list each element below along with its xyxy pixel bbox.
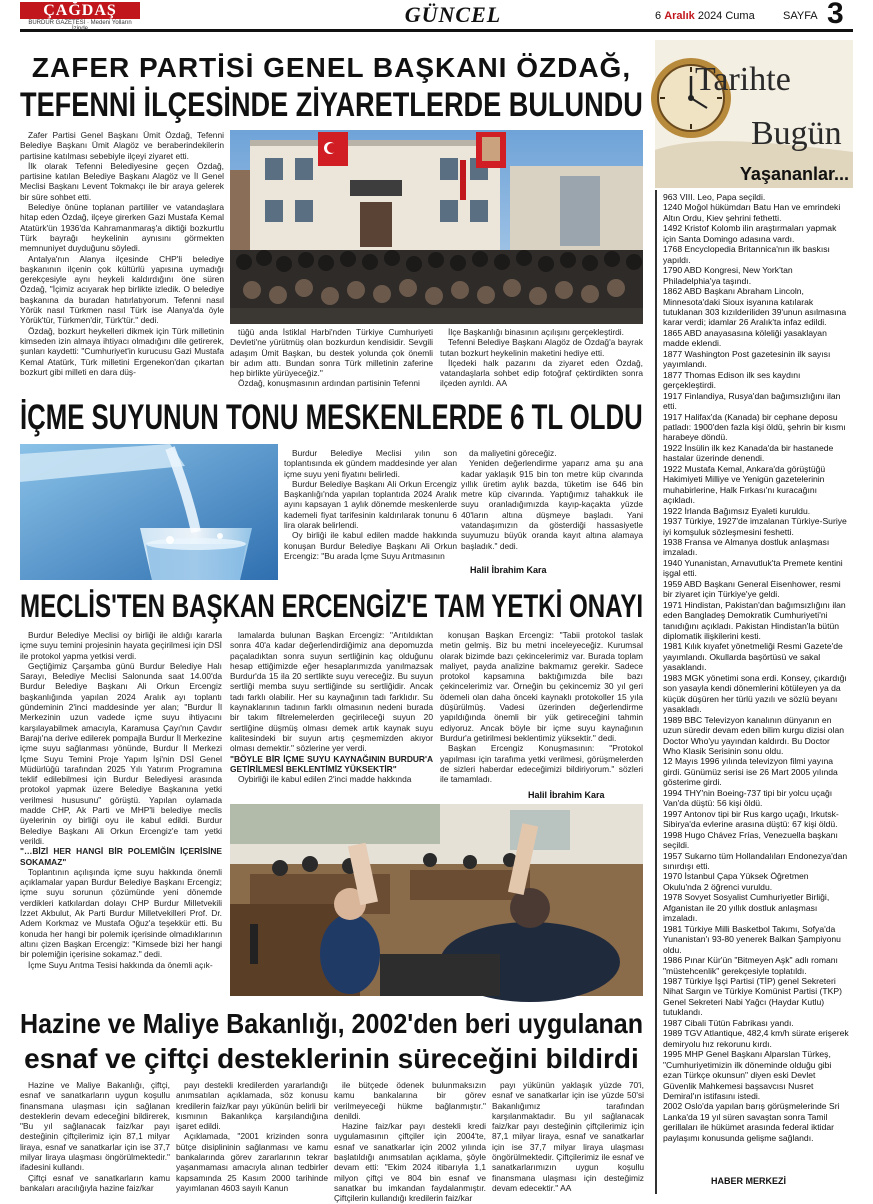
story3-col2-p1: lamalarda bulunan Başkan Ercengiz: "Arıtıldıktan sonra 40'a kadar değerlendirdiğimiz ana depomuzda paçaladıktan sonra suyun sertliğinin kaç olduğunu hesap ettiğimizde eğer hesaplarımızda yanılmazsak Burdur'da 15 ila 20 sertlikte suyu vereceğiz. Bu suyun sertliği memba suyu sertliğinde su sertliğidir. Ancak tadı farklı olabilir. Her su kaynağının tadı farklıdır. Su kaynaklarının tadının farklı olmasının nedeni burada bir takım filtrelemelerden geçirileceği suyun 20 sertliğine düşmüş olması demek artık kaynak suyu kalitesindeki bir suyun artış çeşmemizden akıyor olması demektir." sözlerine yer verdi.: [230, 630, 433, 754]
sidebar-subtitle: Yaşananlar...: [739, 164, 849, 184]
story4-col2-text: [176, 1080, 328, 1193]
paragraph: Belediye önüne toplanan partililer ve vatandaşlara hitap eden Özdağ, ilçeye girerken Gazi Mustafa Kemal Atatürk'ün 1936'da Kahramanmaraş'a diktiği bozkurtlu Türk bayrağı heykelinin aynısını görmekten memnuniyet duyduğunu söyledi.: [20, 202, 224, 254]
history-event: 12 Mayıs 1996 yılında televizyon filmi yayına girdi. Günümüz serisi ise 26 Mart 2005 yılında gösterime girdi.: [663, 756, 838, 788]
history-event: 1998 Hugo Chávez Frías, Venezuella başkanı seçildi.: [663, 829, 838, 851]
story4-headline-line2[interactable]: [20, 1042, 643, 1076]
sidebar-title-line1: Tarihte: [695, 61, 791, 98]
story3-col1-p1: Burdur Belediye Meclisi oy birliği ile aldığı kararla içme suyu temini projesinin hayata geçirilmesi için DSİ ile protokol yapma yetkisi verdi.: [20, 630, 222, 661]
story4-column-4: [492, 1080, 644, 1196]
story3-col1-p4: İçme Suyu Arıtma Tesisi hakkında da önemli açık-: [28, 959, 213, 970]
story1-col1-text: [20, 130, 224, 377]
sidebar-title-line2: Bugün: [751, 115, 842, 152]
history-event: 1922 Mustafa Kemal, Ankara'da görüştüğü Hakimiyeti Milliye ve Yenigün gazetelerinin muhabirlerine, Halk Fırkası'nı kuracağını açıkladı.: [663, 463, 826, 506]
sidebar-events: [663, 192, 849, 1143]
history-event: 1981 Türkiye Milli Basketbol Takımı, Sofya'da Yunanistan'ı 93-80 yenerek Balkan Şampiyonu oldu.: [663, 923, 841, 955]
section-title: GÜNCEL: [404, 2, 502, 27]
paragraph: Başkan Ercengiz Konuşmasının: "Protokol yapılması için tarafıma yetki verilmesi, görüşmelerden de sizleri haberdar edeceğimizi bildiriyorum." sözleri ile tamamladı.: [440, 743, 643, 785]
sidebar-events-list: [655, 190, 853, 1194]
story1-headline-text1: ZAFER PARTİSİ GENEL BAŞKANI ÖZDAĞ,: [31, 52, 632, 83]
story3-column-1: [20, 630, 222, 996]
story3-subhead-2: "BÖYLE BİR İÇME SUYU KAYNAĞININ BURDUR'A GETİRİLMESİ BEKLENTİMİZ YÜKSEKTİR": [230, 753, 433, 774]
story2-headline-text: İÇME SUYUNUN TONU MESKENLERDE 6 TL OLDU: [20, 398, 643, 437]
newspaper-logo[interactable]: [20, 2, 140, 32]
paragraph: da maliyetini göreceğiz.: [469, 448, 557, 458]
paragraph: Oy birliği ile kabul edilen madde hakkında konuşan Burdur Belediye Başkanı Ali Orkun Ercengiz: "Bu arada İçme Suyu Arıtmasının: [284, 530, 457, 561]
story2-photo-water[interactable]: [20, 444, 278, 580]
date-month: Aralık: [664, 10, 695, 22]
paragraph: payı destekli kredilerden yararlandığı anımsatılan açıklamada, söz konusu kredilerin faiz/kar payı yükünün belirli bir kısmının Bakanlıkça karşılandığına işaret edildi.: [176, 1080, 328, 1132]
story3-col1-text: [20, 630, 222, 970]
story2-col2-text: [461, 448, 643, 551]
crowd-photo-illustration: [230, 130, 643, 324]
history-event: 963 VIII. Leo, Papa seçildi.: [663, 192, 766, 202]
history-event: 1994 THY'nin Boeing-737 tipi bir yolcu uçağı Van'da düştü: 56 kişi öldü.: [663, 787, 833, 809]
paragraph: konuşan Başkan Ercengiz: "Tabii protokol taslak metin gelmiş. Biz bu metni inceleyeceğiz. Kurumsal olarak bizimde bazı çekincelerimiz var. Burada toplam maliyet, payda analizine bakmamız gerekir. Sadece protokol kapsamına baktığımızda bile bazı çekincelerimiz var. Örneğin bu çekincemiz 30 yıl geri ödemeli olan daha önceki kaynaklı protokoller 15 yıla düşürülmüş. Vadesi üzerinden değerlendirme yapıldığında önemli bir yük getireceğini tahmin ediyoruz. Ancak böyle bir içme suyu kaynağının Burdur'a getirilmesi beklentimiz yüksektir." dedi.: [440, 630, 643, 743]
paragraph: İlk olarak Tefenni Belediyesine geçen Özdağ, partisine katılan Belediye Başkanı Alagöz ve İl Genel Meclisi Başkanı Levent Tokmakçı ile bir araya gelerek bir süre sohbet etti.: [20, 160, 224, 202]
history-event: 1917 Finlandiya, Rusya'dan bağımsızlığını ilan etti.: [663, 390, 841, 412]
story4-column-3: [334, 1080, 486, 1204]
history-event: 1981 Kılık kıyafet yönetmeliği Resmi Gazete'de yayımlandı. Okullarda başörtüsü ve sakal yasaklandı.: [663, 641, 843, 673]
story3-column-3: [440, 630, 643, 786]
issue-date: [655, 10, 755, 22]
paragraph: Yeniden değerlendirme yaparız ama şu ana kadar yaklaşık 915 bin ton metre küp civarında yıllık üretim aylık bazda, tüketim ise 646 bin metre küp civarında. Yaptığımız tahakkuk ile suyu oranladığımızda kayıp-kaçakta yüzde 40'ların altına düşmeye başladı. Yani vatandaşımızın da gösterdiği hassasiyetle suyumuzu büyük oranda kayıt altına alamaya başladık." dedi.: [461, 458, 643, 551]
history-event: 1970 İstanbul Çapa Yüksek Öğretmen Okulu'nda 2 öğrenci vuruldu.: [663, 871, 809, 892]
history-event: 1978 Sovyet Sosyalist Cumhuriyetler Birliği, Afganistan ile 20 yıllık dostluk anlaşması imzaladı.: [663, 892, 830, 924]
paragraph: Hazine ve Maliye Bakanlığı, çiftçi, esnaf ve sanatkarların uygun koşullu finansmana ulaşması için sağlanan desteklerin devam edeceğini bildirerek, "Bu yıl sağlanacak faiz/kar payı desteğinin çiftçilerimiz için 87,1 milyar liraya, esnaf ve sanatkarlar için ise 37,7 milyar liraya ulaşması öngörülmektedir." ifadesini kullandı.: [20, 1080, 170, 1173]
story2-column-2: [461, 448, 643, 564]
page-label: SAYFA: [783, 10, 818, 22]
paragraph: ile bütçede ödenek bulunmaksızın kamu bankalarına bir görev verilmeyeceği hükme bağlanmıştır." denildi.: [334, 1080, 486, 1121]
paragraph: İlçe Başkanlığı binasının açılışını gerçekleştirdi.: [448, 327, 624, 337]
paragraph: İlçedeki halk pazarını da ziyaret eden Özdağ, vatandaşlarla sohbet edip fotoğraf çektirdikten sonra ilçeden ayrıldı. AA: [440, 357, 643, 389]
story4-headline-line1[interactable]: [20, 1007, 643, 1041]
story3-subhead-1: "…BİZİ HER HANGİ BİR POLEMİĞİN İÇERİSİNE SOKAMAZ": [20, 846, 222, 867]
story3-col2-p2: Oybirliği ile kabul edilen 2'inci madde hakkında: [238, 774, 412, 785]
water-glass-illustration: [20, 444, 278, 580]
story2-column-1: [284, 448, 457, 580]
story4-col3-text: [334, 1080, 486, 1204]
paragraph: Burdur Belediye Meclisi yılın son toplantısında ek gündem maddesinde yer alan içme suyu yeni fiyatını belirledi.: [284, 448, 457, 479]
story1-col2-text: [230, 327, 433, 389]
story1-headline-line1[interactable]: [20, 52, 643, 84]
story3-column-2: [230, 630, 433, 802]
logo-wordmark: ÇAĞDAŞ: [20, 2, 140, 19]
history-event: 1790 ABD Kongresi, New York'tan Philadelphia'ya taşındı.: [663, 265, 793, 286]
paragraph: tüğü anda İstiklal Harbi'nden Türkiye Cumhuriyeti Devleti'ne yürütmüş olan bozkurdun kendisidir. Sevgili adaşım Ümit Başkan, bu destek yolunda çok önemli bir adım attı. Bundan sonra Türk milletinin zaferine hep birlikte yürüyeceğiz.": [230, 327, 433, 379]
story3-col1-p3: Toplantının açılışında içme suyu hakkında önemli açıklamalar yapan Burdur Belediye Başkanı Ercengiz; içme suyu sorunun çözümünde yeni dönemde verdikleri katkılardan dolayı CHP Burdur Milletvekili İzzet Akbulut, Ak Parti Burdur Milletvekilleri Prof. Dr. Adem Korkmaz ve Mustafa Oğuz'a teşekkür etti. Bu konuda her hangi bir polemik içerisinde olmadıklarının altını çizen Başkan Ercengiz: "Kimsede bizi her hangi bir polemiğin içerisine sokamaz." dedi.: [20, 866, 222, 960]
history-event: 1768 Encyclopedia Britannica'nın ilk baskısı yapıldı.: [663, 244, 830, 265]
story3-byline: Halil İbrahim Kara: [528, 790, 605, 800]
story3-col1-p2: Geçtiğimiz Çarşamba günü Burdur Belediye Halı Sarayı, Belediye Meclisi Salonunda saat 14.00'da Burdur Belediye Başkanı Ali Orkun Ercengiz başkanlığında yapılan 2024 Aralık ayı toplantı gündeminin 2'inci maddesinde yer alan; "Burdur İl Merkezinin uzun vadede içme suyu ihtiyacını karşılayabilmek amacıyla, Karamusa Çayı'nın Çavdır Barajı'na derive edilerek pompajla Burdur İl Merkezine içme suyu sağlanması yönünde, Burdur İl Merkezi İçme Suyu Temini Proje Yapım İşi'nin DSİ Genel Müdürlüğü tarafından 2025 Yılı Yatırım Programına teklif edilebilmesi için Burdur Belediyesi arasında protokol yapmak üzere Belediye Başkanına yetki verilmesi hususunu" görüştü. Yapılan oylamada madde CHP, Ak Parti ve MHP'li belediye meclis üyelerinin oy birliği oyu ile kabul edildi. Burdur Belediye Başkanı Ali Orkun Ercengiz'e tam yetki verildi.: [20, 660, 222, 846]
history-event: 1240 Moğol hükümdarı Batu Han ve emrindeki Altın Ordu, Kiev şehrini fethetti.: [663, 202, 841, 223]
history-event: 1957 Sukarno tüm Hollandalıları Endonezya'dan sınırdışı etti.: [663, 850, 848, 871]
story3-col3-text: [440, 630, 643, 784]
story1-headline-text2: TEFENNİ İLÇESİNDE ZİYARETLERDE BULUNDU: [20, 86, 643, 124]
history-event: 1938 Fransa ve Almanya dostluk anlaşması imzaladı.: [663, 536, 830, 558]
paragraph: Özdağ, bozkurt heykelleri dikmek için Türk milletinin kimseden izin almaya ihtiyacı olmadığını dile getirerek, şunları kaydetti: "Cumhuriyet'in kurucusu Gazi Mustafa Kemal Atatürk, Türk milletini Ergenekon'dan çıkartan bozkurt gibi milleti en dara düş-: [20, 325, 224, 377]
history-event: 1989 BBC Televizyon kanalının dünyanın en uzun süredir devam eden bilim kurgu dizisi olan Doctor Who'yu yayından kaldırdı. Bu Doctor Who Klasik Serisinin sonu oldu.: [663, 714, 845, 757]
page-masthead: [20, 0, 853, 32]
story1-column-1: [20, 130, 224, 390]
logo-slogan: BURDUR GAZETESİ · Medeni Yolların İzinde: [28, 20, 132, 32]
story4-col4-text: [492, 1080, 644, 1193]
sidebar-signature: HABER MERKEZİ: [711, 1176, 787, 1186]
history-event: 1971 Hindistan, Pakistan'dan bağımsızlığını ilan eden Bangladeş Demokratik Cumhuriyeti'ni tanıdığını açıkladı. Pakistan Hindistan'la bütün diplomatik ilişkilerini kesti.: [663, 599, 846, 642]
history-event: 1959 ABD Başkanı General Eisenhower, resmi bir ziyaret için Türkiye'ye geldi.: [663, 578, 841, 600]
sidebar-header: [655, 40, 853, 188]
story4-column-2: [176, 1080, 328, 1196]
story1-photo-crowd[interactable]: [230, 130, 643, 324]
story3-headline-text: MECLİS'TEN BAŞKAN ERCENGİZ'E TAM YETKİ ONAYI: [20, 588, 644, 624]
history-event: 1997 Antonov tipi bir Rus kargo uçağı, Irkutsk-Sibirya'da evlerine arasına düştü: 67 kişi öldü.: [663, 808, 839, 830]
paragraph: Zafer Partisi Genel Başkanı Ümit Özdağ, Tefenni Belediye Başkanı Ümit Alagöz ve beraberindekilerin partisine katılması sebebiyle ilçeyi ziyaret etti.: [20, 130, 224, 161]
history-event: 1922 İnsülin ilk kez Kanada'da bir hastanede hastalar üzerinde denendi.: [663, 442, 834, 464]
story3-photo-council[interactable]: [230, 804, 643, 996]
story4-headline-text2: esnaf ve çiftçi desteklerinin süreceğini bildirdi: [24, 1043, 639, 1074]
story4-column-1: [20, 1080, 170, 1196]
paragraph: payı yükünün yaklaşık yüzde 70'i, esnaf ve sanatkarlar için ise yüzde 50'si Bakanlığımız tarafından karşılanmaktadır. Bu yıl sağlanacak faiz/kar payı desteğinin çiftçilerimiz için 87,1 milyar liraya, esnaf ve sanatkarlar için ise 37,7 milyar liraya ulaşması öngörülmektedir. Çiftçilerimiz ile esnaf ve sanatkarlarımızın uygun koşullu finansmana ulaşması için desteğimiz devam edecektir." AA: [492, 1080, 644, 1193]
story1-column-3: [440, 327, 643, 393]
story1-headline-line2[interactable]: [20, 86, 643, 124]
paragraph: Çiftçi esnaf ve sanatkarların kamu bankaları aracılığıyla hazine faiz/kar: [20, 1172, 170, 1193]
history-event: 1995 MHP Genel Başkanı Alparslan Türkeş, "Cumhuriyetimizin ilk döneminde olduğu gibi ezan Türkçe okunsun" diyen eski Devlet Güvenlik Mahkemesi başsavcısı Nusret Demiral'ın istifasını istedi.: [663, 1049, 832, 1101]
date-day: 6: [655, 10, 662, 22]
history-event: 1989 TGV Atlantique, 482,4 km/h sürate erişerek demiryolu hız rekorunu kırdı.: [663, 1028, 849, 1049]
story2-col1-text: [284, 448, 457, 561]
story1-col3-text: [440, 327, 643, 389]
paragraph: Burdur Belediye Başkanı Ali Orkun Ercengiz Başkanlığı'nda yapılan toplantıda 2024 Aralık ayını kapsayan 1 aylık dönemde meskenlerde kademeli fiyat tarifesinin kaldırılarak tonunu 6 lira olarak belirlendi.: [284, 478, 457, 531]
history-sidebar: [655, 40, 853, 1200]
paragraph: Hazine faiz/kar payı destekli kredi uygulamasının çiftçiler için 2004'te, esnaf ve sanatkarlar için 2002 yılında başlatıldığı anımsatılan açıklama, şöyle devam etti: "Ekim 2024 itibarıyla 1,1 milyon çiftçi ve 804 bin esnaf ve sanatkar bu imkandan faydalanmıştır. Çiftçilerin kullandığı kredilerin faiz/kar: [334, 1121, 486, 1204]
story2-byline: Halil İbrahim Kara: [470, 565, 547, 575]
story3-col2-text: [230, 630, 433, 784]
history-event: 1917 Halifax'da (Kanada) bir cephane deposu patladı: 1900'den fazla kişi öldü, şehrin bir kısmı harabeye döndü.: [663, 411, 846, 443]
story4-col1-text: [20, 1080, 170, 1193]
paragraph: Tefenni Belediye Başkanı Alagöz de Özdağ'a bayrak tutan bozkurt heykelinin maketini hediye etti.: [440, 337, 643, 358]
paragraph: Antalya'nın Alanya ilçesinde CHP'li belediye başkanının ilçenin çok kültürlü yapısına uymadığı gerekçesiyle aynı heykeli kaldırdığını öne süren Özdağ, "İçimiz acıyarak hep birlikte izledik. O belediye başkanına da buradan hatırlatıyorum. Tefenni nasıl Yörük nasıl Türkmen nasıl Türk ise Alanya'da öyle Yörük'tür, Türkmen'dir, Türk'tür." dedi.: [20, 253, 224, 326]
story4-headline-text1: Hazine ve Maliye Bakanlığı, 2002'den beri uygulanan: [20, 1008, 644, 1039]
history-event: 1865 ABD anayasasına köleliği yasaklayan madde eklendi.: [663, 327, 827, 349]
history-event: 2002 Oslo'da yapılan barış görüşmelerinde Sri Lanka'da 19 yıl süren savaştan sonra Tamil gerillaları ile hükümet arasında federal iktidar paylaşımı konusunda gelişme sağlandı.: [663, 1101, 840, 1143]
history-event: 1877 Thomas Edison ilk ses kaydını gerçekleştirdi.: [663, 369, 801, 391]
story2-headline[interactable]: [20, 398, 643, 438]
history-event: 1983 MGK yönetimi sona erdi. Konsey, çıkardığı son yasayla kendi dönemlerini kötüleyen ya da küçük düşüren her türlü yazılı ve sözlü beyanı yasakladı.: [663, 672, 847, 715]
history-event: 1986 Pınar Kür'ün "Bitmeyen Aşk" adlı romanı "müstehcenlik" gerekçesiyle toplatıldı.: [663, 955, 838, 976]
paragraph: Özdağ, konuşmasının ardından partisinin Tefenni: [238, 378, 420, 389]
history-event: 1862 ABD Başkanı Abraham Lincoln, Minnesota'daki Sioux isyanına katılarak tutuklanan 303 kızılderiliden 39'unun asılmasına karar verdi; idamlar 26 Aralık'ta infaz edildi.: [663, 286, 847, 328]
date-rest: 2024 Cuma: [697, 10, 755, 22]
page-number: 3: [827, 0, 844, 30]
history-event: 1987 Türkiye İşçi Partisi (TİP) genel Sekreteri Nihat Sargın ve Türkiye Komünist Partisi (TKP) Genel Sekreteri Nabi Yağcı (Haydar Kutlu) tutuklandı.: [663, 975, 842, 1018]
paragraph: Açıklamada, "2001 krizinden sonra bütçe disiplininin sağlanması ve kamu bankalarında görev zararlarının tekrar yaşanmaması amacıyla alınan tedbirler kapsamında 25 Kasım 2000 tarihinde yayımlanan 4603 sayılı Kanun: [176, 1131, 328, 1193]
history-event: 1877 Washington Post gazetesinin ilk sayısı yayımlandı.: [663, 348, 831, 370]
council-meeting-illustration: [230, 804, 643, 996]
history-event: 1492 Kristof Kolomb ilin araştırmaları yapmak için Santa Domingo adasına vardı.: [663, 223, 837, 244]
story1-column-2: [230, 327, 433, 393]
history-event: 1940 Yunanistan, Arnavutluk'ta Premete kentini işgal etti.: [663, 557, 843, 579]
history-event: 1922 İrlanda Bağımsız Eyaleti kuruldu.: [663, 505, 811, 516]
story3-headline[interactable]: [20, 586, 643, 626]
history-event: 1987 Cibali Tütün Fabrikası yandı.: [663, 1017, 794, 1028]
history-event: 1937 Türkiye, 1927'de imzalanan Türkiye-Suriye iyi komşuluk sözleşmesini feshetti.: [663, 516, 847, 537]
